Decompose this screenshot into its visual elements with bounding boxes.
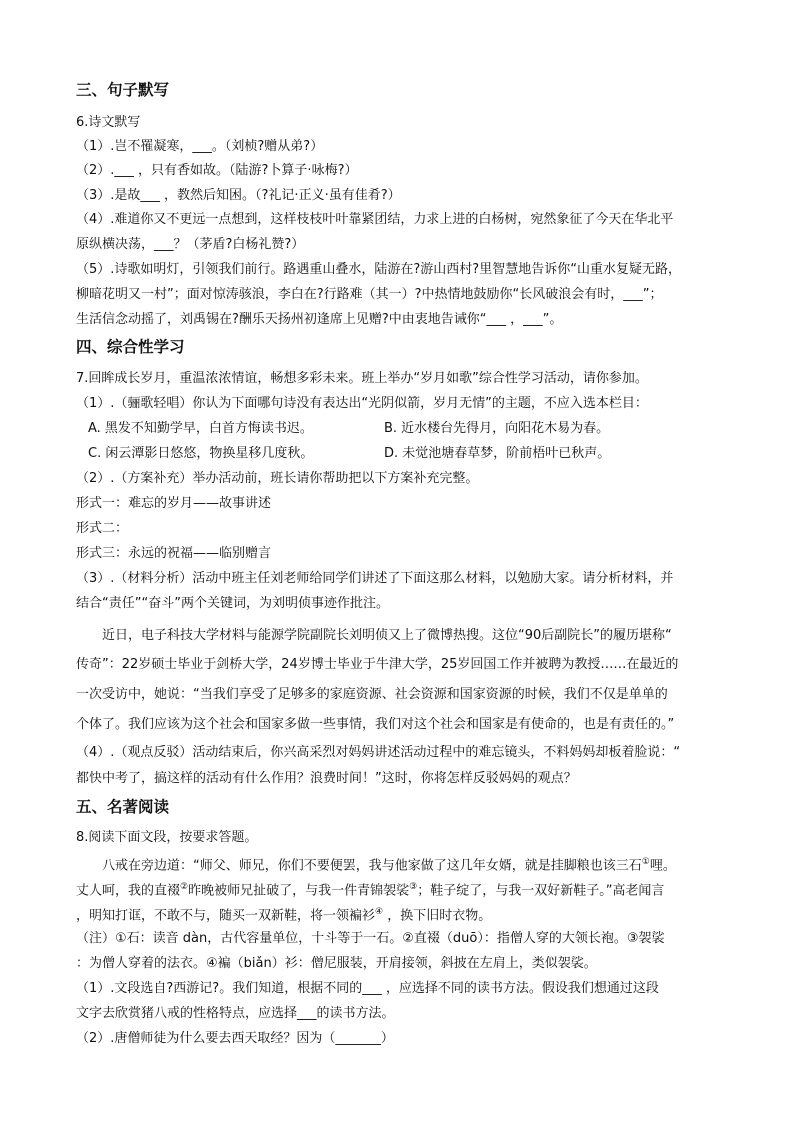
q6-line-1: （1）.岂不罹凝寒，___。（刘桢?赠从弟?） <box>76 139 324 154</box>
q6-line-3: （3）.是故___ ，教然后知困。（?礼记·正义·虽有佳肴?） <box>76 188 401 203</box>
note-line-1: （注）①石：读音 dàn，古代容量单位，十斗等于一石。②直裰（duō）：指僧人穿的大领长袍。③袈裟 <box>76 931 665 946</box>
material-line-1: 近日，电子科技大学材料与能源学院副院长刘明侦又上了微博热搜。这位“90后副院长”的履历堪称“ <box>102 628 672 643</box>
material-line-2: 传奇”：22岁硕士毕业于剑桥大学，24岁博士毕业于牛津大学，25岁回国工作并被聘为教授……在最近的 <box>76 657 679 672</box>
passage-line-2 <box>76 878 664 900</box>
footnote-mark-3: ③ <box>409 882 418 892</box>
section-heading-4: 四、综合性学习 <box>76 338 185 356</box>
q7-part-3b: 结合“责任”“奋斗”两个关键词，为刘明侦事迹作批注。 <box>76 596 389 611</box>
material-line-3: 一次受访中，她说：“当我们享受了足够多的家庭资源、社会资源和国家资源的时候，我们不仅是单单的 <box>76 687 668 702</box>
form-1: 形式一：难忘的岁月——故事讲述 <box>76 496 272 511</box>
q8-part-1b: 文字去欣赏猪八戒的性格特点，应选择___的读书方法。 <box>76 1006 395 1021</box>
q7-part-4b: 都快中考了，搞这样的活动有什么作用？浪费时间！”这时，你将怎样反驳妈妈的观点？ <box>76 771 577 786</box>
passage-text: ，明知打诓，不敢不与，随买一双新鞋，将一领褊衫 <box>76 908 376 924</box>
footnote-mark-2: ② <box>180 882 189 892</box>
passage-line-1 <box>102 853 676 875</box>
footnote-mark-4: ④ <box>375 907 384 917</box>
passage-text: 昨晚被师兄扯破了，与我一件青锦袈裟 <box>188 883 410 899</box>
q7-part-3a: （3）.（材料分析）活动中班主任刘老师给同学们讲述了下面这那么材料，以勉励大家。请分析材料，并 <box>76 571 674 586</box>
note-line-2: ：为僧人穿着的法衣。④褊（biǎn）衫：僧尼服装，开肩接领，斜披在左肩上，类似袈裟。 <box>76 956 597 971</box>
q6-line-4b: 原纵横决荡，___？（茅盾?白杨礼赞?） <box>76 237 305 252</box>
passage-text: 丈人呵，我的直裰 <box>76 883 181 899</box>
footnote-mark-1: ① <box>641 857 650 867</box>
section-heading-5: 五、名著阅读 <box>76 798 170 816</box>
material-line-4: 个体了。我们应该为这个社会和国家多做一些事情，我们对这个社会和国家是有使命的，也是有责任的。” <box>76 717 675 732</box>
form-3: 形式三：永远的祝福——临别赠言 <box>76 546 272 561</box>
q6-line-5a: （5）.诗歌如明灯，引领我们前行。路遇重山叠水，陆游在?游山西村?里智慧地告诉你“山重水复疑无路， <box>76 262 681 277</box>
question-8-title: 8.阅读下面文段，按要求答题。 <box>76 830 258 845</box>
question-6-title: 6.诗文默写 <box>76 115 141 130</box>
form-2: 形式二： <box>76 521 129 536</box>
q6-line-5b: 柳暗花明又一村”；面对惊涛骇浪，李白在?行路难（其一）?中热情地鼓励你“长风破浪会有时，___”； <box>76 287 663 302</box>
passage-text: ，换下旧时衣物。 <box>383 908 492 924</box>
q7-part-4a: （4）.（观点反驳）活动结束后，你兴高采烈对妈妈讲述活动过程中的难忘镜头，不料妈妈却板着脸说：“ <box>76 745 681 760</box>
section-heading-3: 三、句子默写 <box>76 81 170 99</box>
q6-line-2: （2）.___ ，只有香如故。（陆游?卜算子·咏梅?） <box>76 163 358 178</box>
option-b: B. 近水楼台先得月，向阳花木易为春。 <box>384 421 610 436</box>
q7-intro: 7.回眸成长岁月，重温浓浓情谊，畅想多彩未来。班上举办“岁月如歌”综合性学习活动，请你参加。 <box>76 371 648 386</box>
q6-line-4a: （4）.难道你又不更远一点想到，这样枝枝叶叶靠紧团结，力求上进的白杨树，宛然象征了今天在华北平 <box>76 212 674 227</box>
q8-part-2: （2）.唐僧师徒为什么要去西天取经？因为（_______） <box>76 1031 394 1046</box>
passage-text: 八戒在旁边道：“师父、师兄，你们不要便罢，我与他家做了这几年女婿，就是挂脚粮也该三石 <box>102 858 642 874</box>
q6-line-5c: 生活信念动摇了，刘禹锡在?酬乐天扬州初逢席上见赠?中由衷地告诫你“___ ，___”。 <box>76 312 563 327</box>
option-d: D. 未觉池塘春草梦，阶前梧叶已秋声。 <box>384 446 611 461</box>
passage-text: ；鞋子绽了，与我一双好新鞋子。”高老闻言 <box>417 883 665 899</box>
option-a: A. 黑发不知勤学早，白首方悔读书迟。 <box>88 421 313 436</box>
option-c: C. 闲云潭影日悠悠，物换星移几度秋。 <box>88 446 314 461</box>
q7-part-1: （1）.（骊歌轻唱）你认为下面哪句诗没有表达出“光阴似箭，岁月无情”的主题，不应入选本栏目： <box>76 396 648 411</box>
passage-text: 哩。 <box>649 858 676 874</box>
q8-part-1a: （1）.文段选自?西游记?。我们知道，根据不同的___ ，应选择不同的读书方法。假设我们想通过这段 <box>76 981 659 996</box>
passage-line-3 <box>76 903 491 925</box>
q7-part-2: （2）.（方案补充）举办活动前，班长请你帮助把以下方案补充完整。 <box>76 471 479 486</box>
